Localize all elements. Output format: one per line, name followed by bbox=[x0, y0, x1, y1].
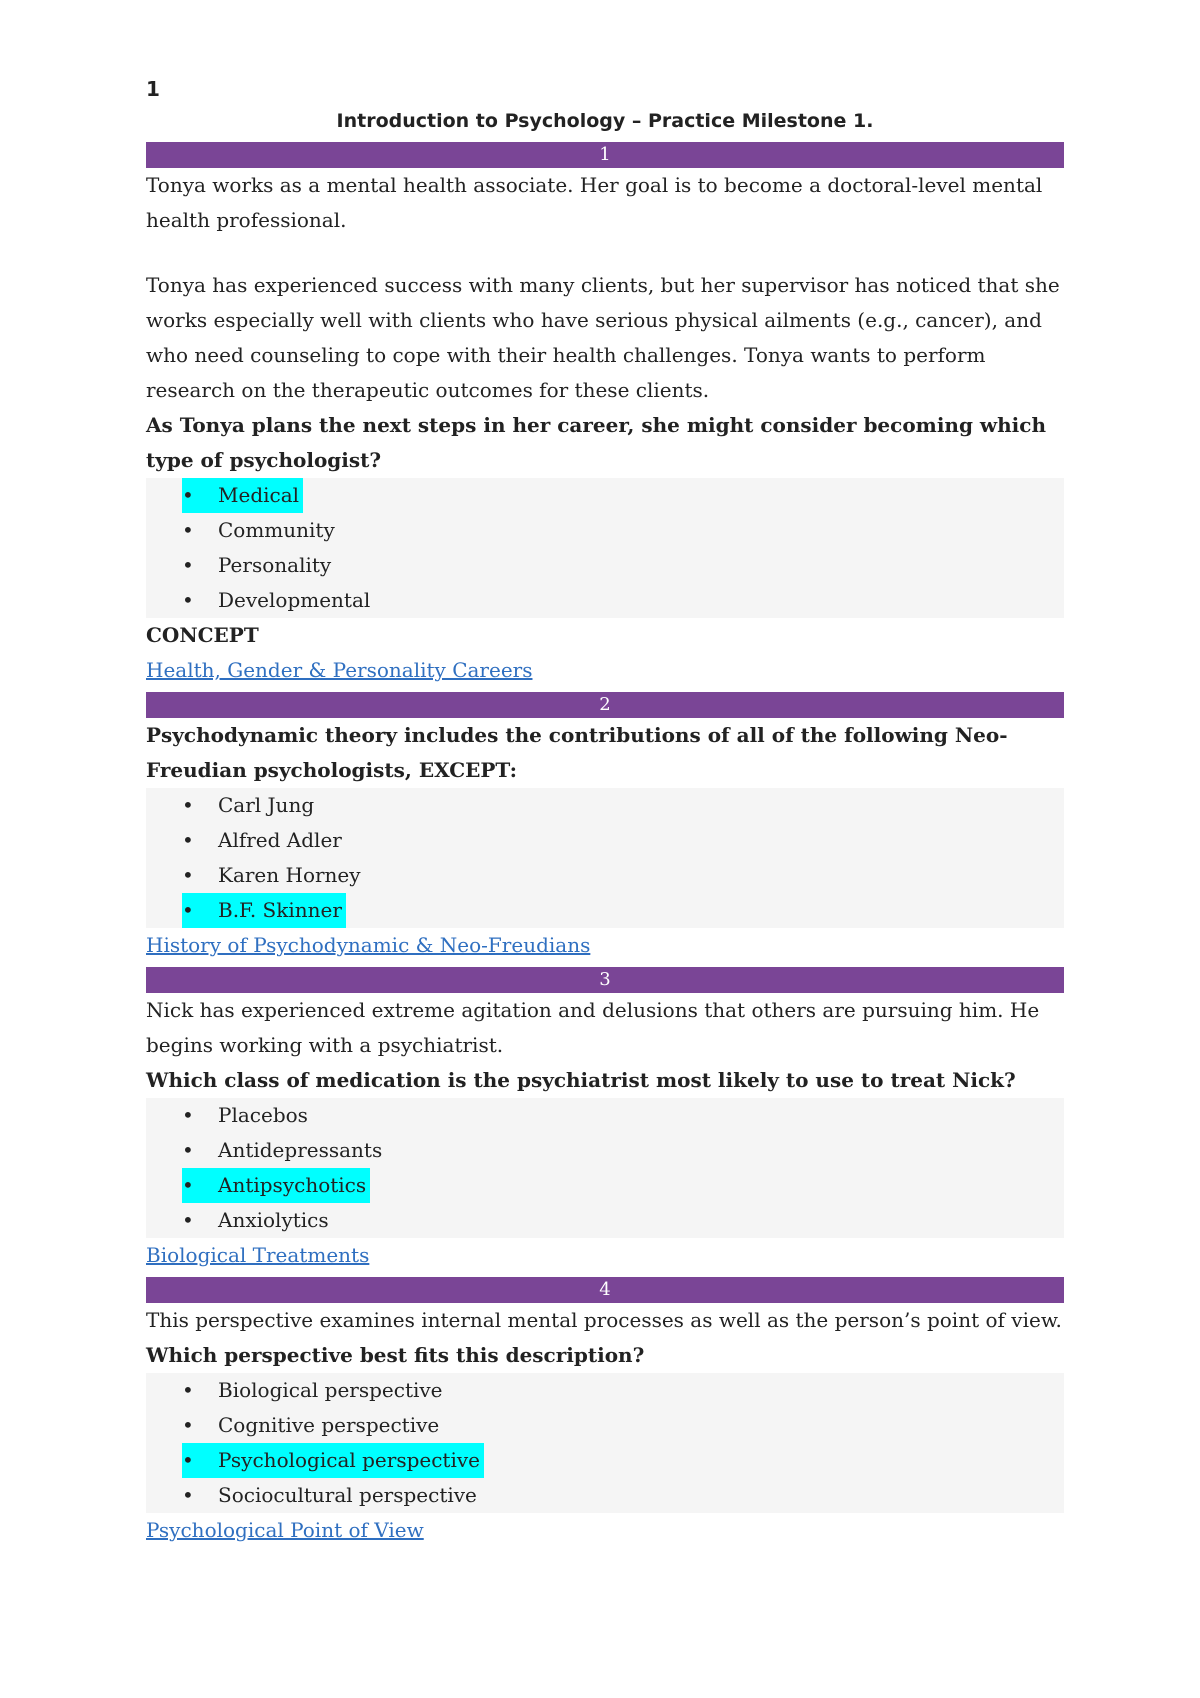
question-number-bar: 3 bbox=[146, 967, 1064, 993]
answer-option-label: Community bbox=[218, 518, 335, 542]
answer-option-label: Placebos bbox=[218, 1103, 308, 1127]
answer-option[interactable] bbox=[146, 1098, 1064, 1133]
bullet-icon: • bbox=[182, 1103, 194, 1127]
answer-option-label: Personality bbox=[218, 553, 332, 577]
bullet-icon: • bbox=[182, 1413, 194, 1437]
question-paragraph: This perspective examines internal mental processes as well as the person’s point of view. bbox=[146, 1308, 1062, 1332]
answer-option[interactable] bbox=[146, 1203, 1064, 1238]
answer-option-label: Antidepressants bbox=[218, 1138, 383, 1162]
answer-option[interactable] bbox=[146, 478, 1064, 513]
bullet-icon: • bbox=[182, 518, 194, 542]
question-paragraph: Tonya works as a mental health associate. Her goal is to become a doctoral-level mental health professional. bbox=[146, 173, 1043, 232]
answer-option[interactable] bbox=[146, 823, 1064, 858]
answer-options bbox=[146, 478, 1064, 618]
answer-option-label: Cognitive perspective bbox=[218, 1413, 440, 1437]
answer-options bbox=[146, 1373, 1064, 1513]
answer-options bbox=[146, 788, 1064, 928]
question-paragraph: Nick has experienced extreme agitation and delusions that others are pursuing him. He begins working with a psychiatrist. bbox=[146, 998, 1040, 1057]
document-page bbox=[146, 70, 1064, 1548]
answer-option[interactable] bbox=[146, 1443, 1064, 1478]
answer-option[interactable] bbox=[146, 1133, 1064, 1168]
answer-option[interactable] bbox=[146, 1373, 1064, 1408]
answer-option-label: B.F. Skinner bbox=[218, 898, 342, 922]
bullet-icon: • bbox=[182, 793, 194, 817]
question-block-4 bbox=[146, 1277, 1064, 1548]
question-number-bar: 4 bbox=[146, 1277, 1064, 1303]
answer-option-label: Carl Jung bbox=[218, 793, 315, 817]
bullet-icon: • bbox=[182, 828, 194, 852]
document-title: Introduction to Psychology – Practice Milestone 1. bbox=[336, 110, 874, 132]
answer-option-label: Developmental bbox=[218, 588, 371, 612]
answer-option-label: Sociocultural perspective bbox=[218, 1483, 477, 1507]
answer-option[interactable] bbox=[146, 583, 1064, 618]
question-paragraph: Tonya has experienced success with many clients, but her supervisor has noticed that she works especially well with clients who have serious physical ailments (e.g., cancer), and who need counseling to cope with their health challenges. Tonya wants to perform research on the therapeutic outcomes for these clients. bbox=[146, 273, 1060, 402]
answer-option[interactable] bbox=[146, 893, 1064, 928]
concept-link[interactable]: Psychological Point of View bbox=[146, 1518, 424, 1542]
question-block-2 bbox=[146, 692, 1064, 963]
bullet-icon: • bbox=[182, 1173, 194, 1197]
concept-label: CONCEPT bbox=[146, 623, 259, 647]
answer-option[interactable] bbox=[146, 788, 1064, 823]
bullet-icon: • bbox=[182, 1208, 194, 1232]
answer-option[interactable] bbox=[146, 1168, 1064, 1203]
question-prompt: Which perspective best fits this description? bbox=[146, 1343, 645, 1367]
bullet-icon: • bbox=[182, 1378, 194, 1402]
answer-option[interactable] bbox=[146, 513, 1064, 548]
answer-options bbox=[146, 1098, 1064, 1238]
concept-link[interactable]: Health, Gender & Personality Careers bbox=[146, 658, 533, 682]
page-number: 1 bbox=[146, 77, 160, 101]
question-prompt: Psychodynamic theory includes the contributions of all of the following Neo-Freudian psychologists, EXCEPT: bbox=[146, 723, 1008, 782]
question-prompt: As Tonya plans the next steps in her career, she might consider becoming which type of psychologist? bbox=[146, 413, 1046, 472]
bullet-icon: • bbox=[182, 483, 194, 507]
answer-option-label: Medical bbox=[218, 483, 300, 507]
bullet-icon: • bbox=[182, 1448, 194, 1472]
answer-option-label: Karen Horney bbox=[218, 863, 361, 887]
answer-option[interactable] bbox=[146, 1478, 1064, 1513]
bullet-icon: • bbox=[182, 1483, 194, 1507]
bullet-icon: • bbox=[182, 898, 194, 922]
answer-option[interactable] bbox=[146, 548, 1064, 583]
question-prompt: Which class of medication is the psychiatrist most likely to use to treat Nick? bbox=[146, 1068, 1016, 1092]
bullet-icon: • bbox=[182, 1138, 194, 1162]
question-block-1 bbox=[146, 142, 1064, 688]
answer-option-label: Biological perspective bbox=[218, 1378, 443, 1402]
question-number-bar: 1 bbox=[146, 142, 1064, 168]
answer-option-label: Psychological perspective bbox=[218, 1448, 480, 1472]
bullet-icon: • bbox=[182, 553, 194, 577]
concept-link[interactable]: Biological Treatments bbox=[146, 1243, 370, 1267]
answer-option[interactable] bbox=[146, 1408, 1064, 1443]
question-number-bar: 2 bbox=[146, 692, 1064, 718]
concept-link[interactable]: History of Psychodynamic & Neo-Freudians bbox=[146, 933, 591, 957]
bullet-icon: • bbox=[182, 588, 194, 612]
bullet-icon: • bbox=[182, 863, 194, 887]
question-block-3 bbox=[146, 967, 1064, 1273]
answer-option-label: Anxiolytics bbox=[218, 1208, 329, 1232]
answer-option-label: Alfred Adler bbox=[218, 828, 342, 852]
answer-option[interactable] bbox=[146, 858, 1064, 893]
answer-option-label: Antipsychotics bbox=[218, 1173, 367, 1197]
